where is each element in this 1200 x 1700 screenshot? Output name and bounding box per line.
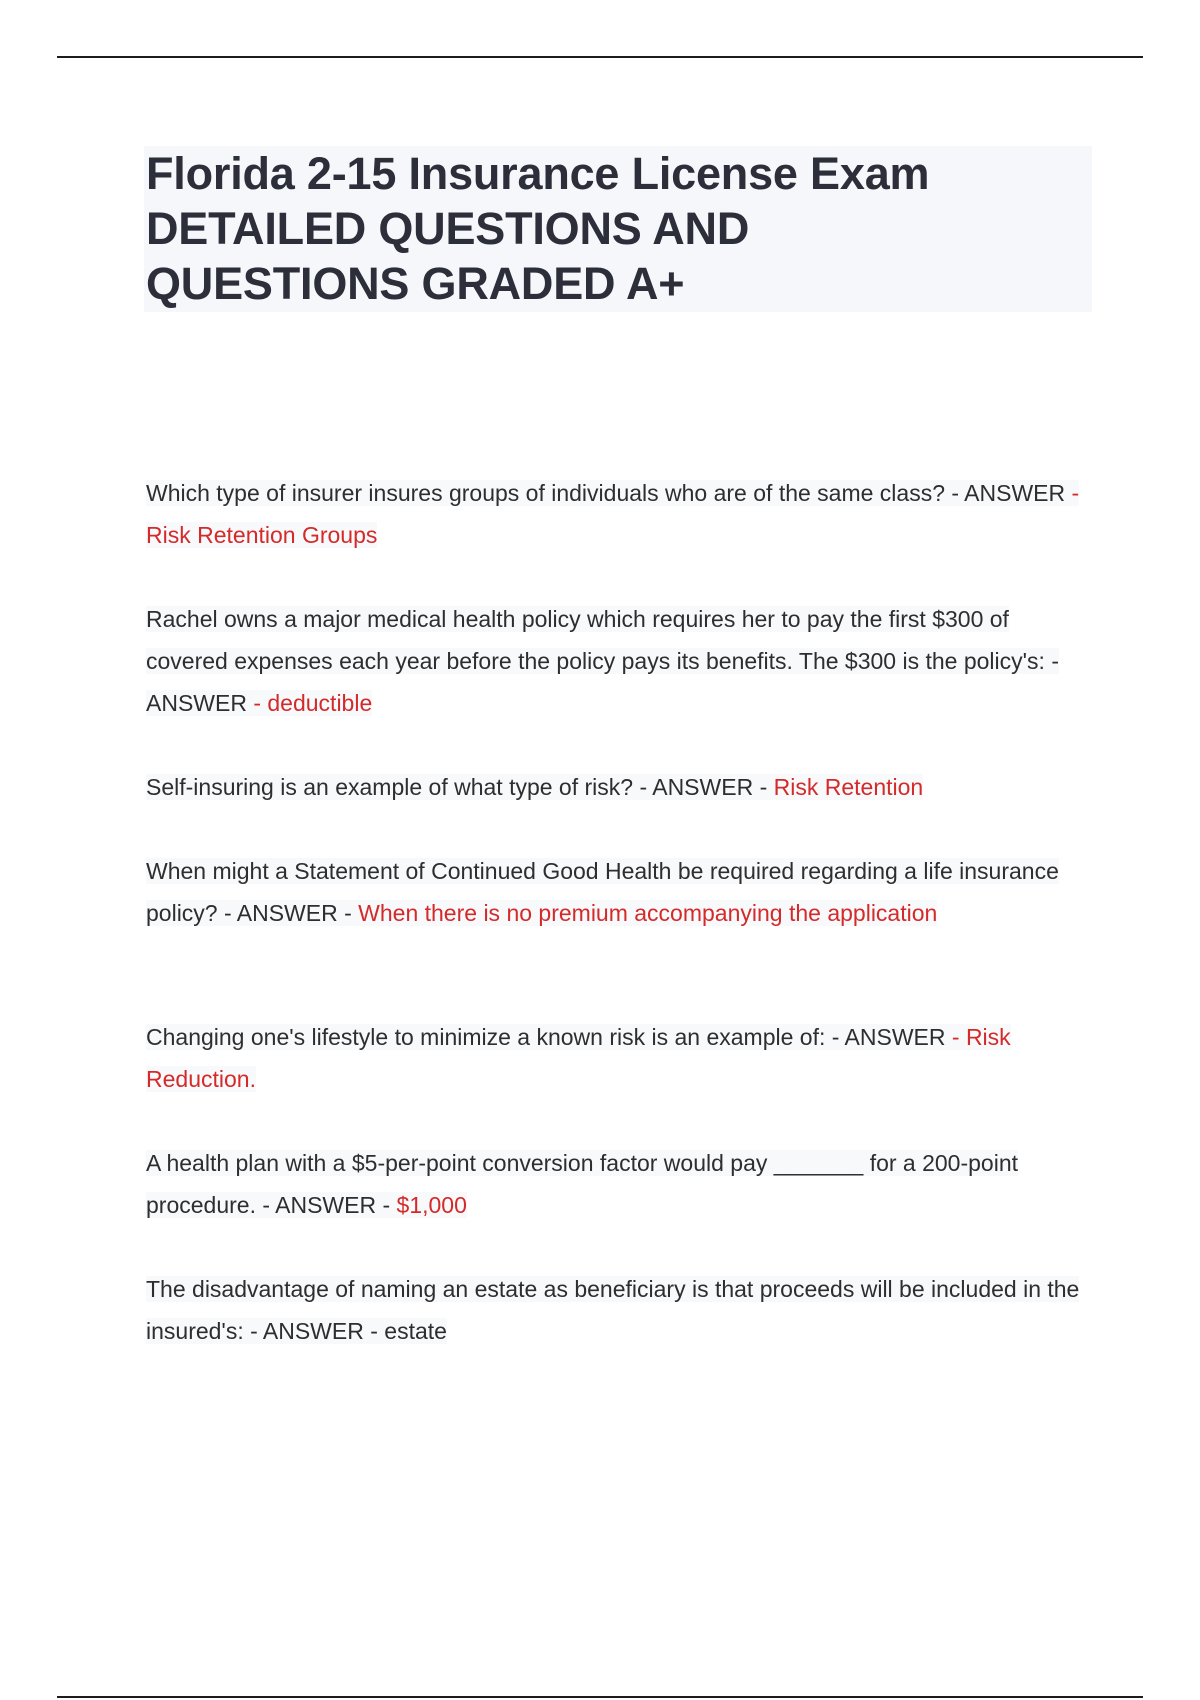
question-text: Self-insuring is an example of what type of risk? - ANSWER - (146, 774, 774, 800)
qa-item-1 (146, 472, 1096, 556)
title-line-3: QUESTIONS GRADED A+ (146, 258, 685, 309)
top-rule (57, 56, 1143, 58)
question-text: A health plan with a $5-per-point conversion factor would pay _______ for a 200-point procedure. - ANSWER - (146, 1150, 1019, 1218)
answer-text: $1,000 (396, 1192, 467, 1218)
qa-item-5 (146, 1016, 1096, 1100)
answer-text: - deductible (246, 690, 373, 716)
title-block (144, 146, 1092, 312)
qa-item-2 (146, 598, 1096, 724)
title-line-1: Florida 2-15 Insurance License Exam (146, 148, 930, 199)
qa-item-4 (146, 850, 1096, 934)
answer-text: - Risk Retention Groups (146, 480, 1080, 548)
question-text: Rachel owns a major medical health policy which requires her to pay the first $300 of covered expenses each year before the policy pays its benefits. The $300 is the policy's: - ANSWER (146, 606, 1059, 716)
question-text: The disadvantage of naming an estate as beneficiary is that proceeds will be included in the insured's: - ANSWER - (146, 1276, 1080, 1344)
answer-text: - Risk Reduction. (146, 1024, 1011, 1092)
answer-text: Risk Retention (773, 774, 924, 800)
qa-item-7 (146, 1268, 1096, 1352)
answer-text: estate (384, 1318, 447, 1344)
question-text: Changing one's lifestyle to minimize a known risk is an example of: - ANSWER (146, 1024, 946, 1050)
document-title (146, 146, 1092, 311)
question-text: Which type of insurer insures groups of individuals who are of the same class? - ANSWER (146, 480, 1066, 506)
title-line-2: DETAILED QUESTIONS AND (146, 203, 750, 254)
answer-text: When there is no premium accompanying the application (358, 900, 938, 926)
bottom-rule (57, 1696, 1143, 1698)
qa-item-3 (146, 766, 1096, 808)
qa-item-6 (146, 1142, 1096, 1226)
question-text: When might a Statement of Continued Good Health be required regarding a life insurance policy? - ANSWER - (146, 858, 1059, 926)
